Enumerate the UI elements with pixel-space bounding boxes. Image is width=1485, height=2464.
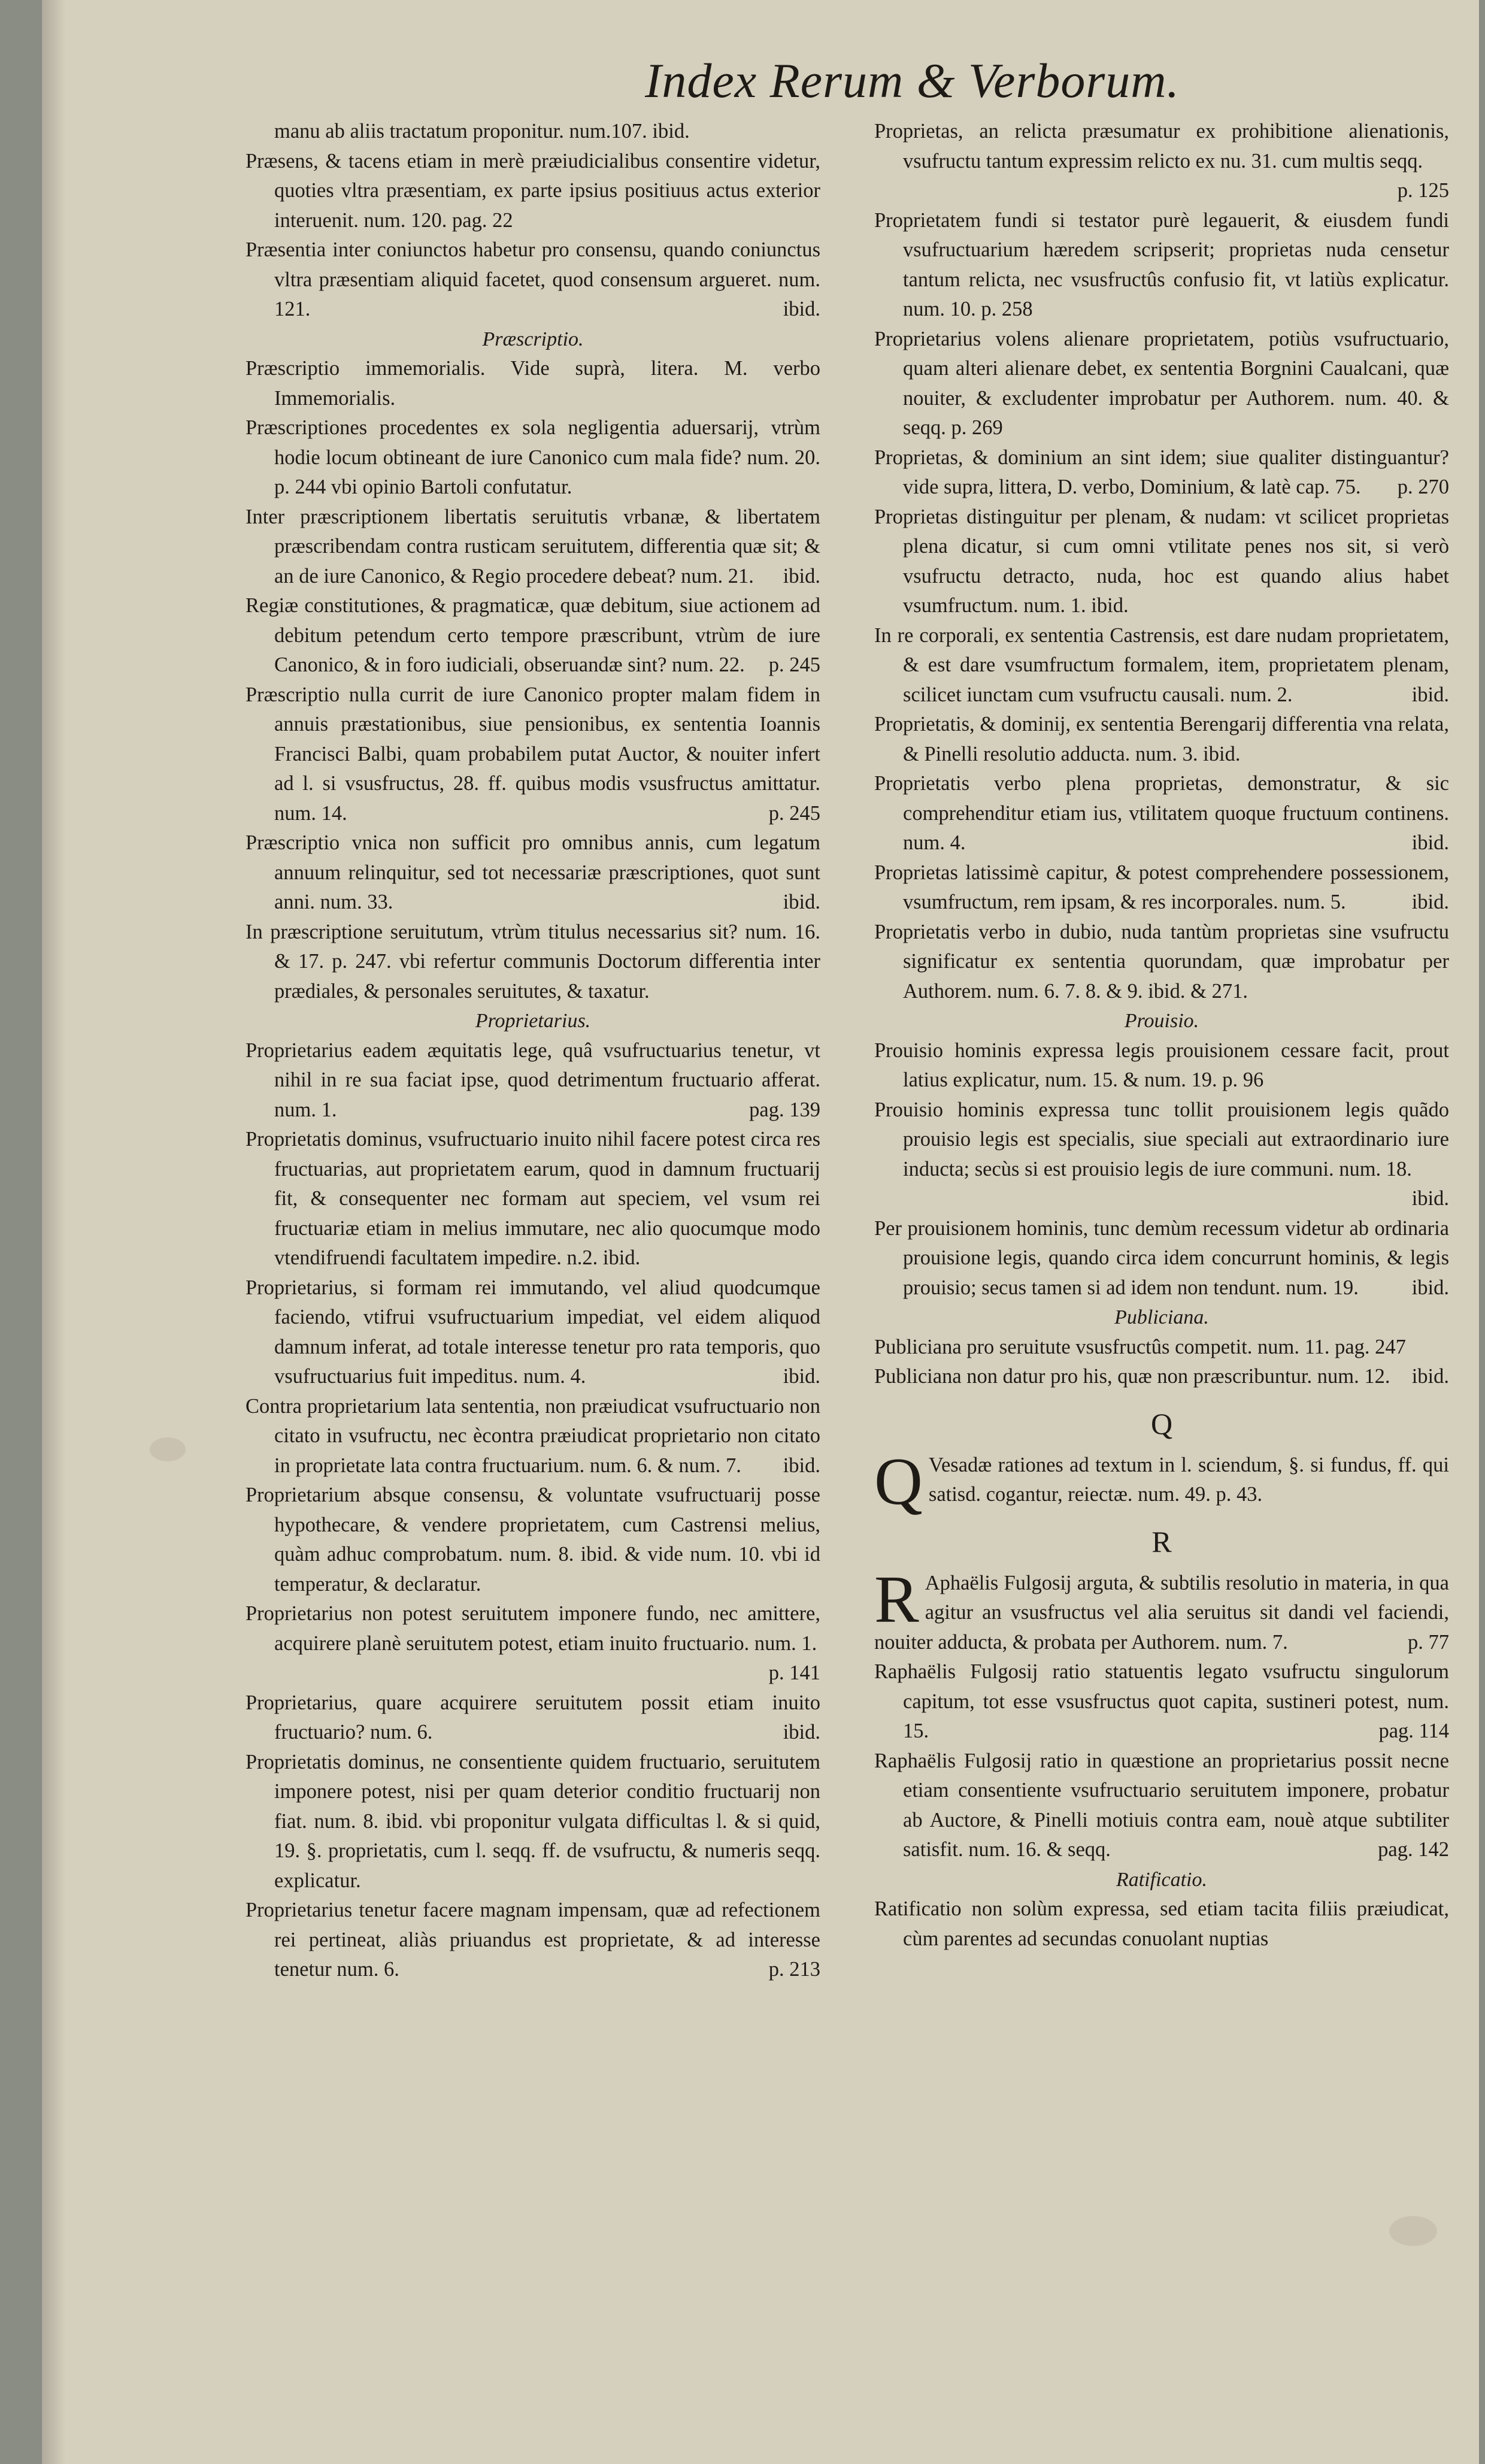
index-entry <box>874 117 1449 206</box>
entry-text: Proprietarius, quare acquirere seruitutem possit etiam inuito fructuario? num. 6. <box>246 1691 820 1743</box>
entry-text: Raphaëlis Fulgosij ratio statuentis legato vsufructu singulorum capitum, tot esse vsusfructus quot capita, sustineri potest, num. 15. <box>874 1660 1449 1742</box>
paper-stain <box>1389 2216 1437 2246</box>
entry-text: Publiciana non datur pro his, quæ non præscribuntur. num. 12. <box>874 1365 1390 1388</box>
page-reference: p. 213 <box>768 1958 820 1981</box>
entry-text: Per prouisionem hominis, tunc demùm recessum videtur ab ordinaria prouisione legis, quando circa idem concurrunt hominis, & legis prouisio; secus tamen si ad idem non tendunt. num. 19. <box>874 1216 1449 1299</box>
page-reference: ibid. <box>1411 891 1449 913</box>
page-reference: ibid. <box>783 298 820 320</box>
entry-text: Proprietatis dominus, ne consentiente quidem fructuario, seruitutem imponere potest, nisi per quam deterior conditio fructuarij non fiat. num. 8. ibid. vbi proponitur vulgata difficultas l. & si quid, 19. §. proprietatis, cum l. seqq. ff. de vsufructu, & numeris seqq. explicatur. <box>246 1750 820 1892</box>
entry-text: Proprietarius tenetur facere magnam impensam, quæ ad refectionem rei pertineat, aliàs priuandus est proprietate, & ad interesse tenetur num. 6. <box>246 1899 820 1981</box>
page-reference: ibid. <box>783 1365 820 1388</box>
index-entry <box>874 918 1449 1007</box>
entry-text: Raphaëlis Fulgosij ratio in quæstione an proprietarius possit necne etiam consentiente vsufructuario seruitutem imponere, probatur ab Auctore, & Pinelli motiuis contra eam, nouè atque subtiliter satisfit. num. 16. & seqq. <box>874 1749 1449 1861</box>
entry-text: Prouisio hominis expressa legis prouisionem cessare facit, prout latius explicatur, num. 15. & num. 19. p. 96 <box>874 1039 1449 1091</box>
index-entry <box>246 503 820 592</box>
index-entry <box>246 235 820 325</box>
entry-text: Præsentia inter coniunctos habetur pro consensu, quando coniunctus vltra præsentiam aliquid facetet, quod consensum argueret. num. 121. <box>246 238 820 320</box>
index-entry <box>246 117 820 147</box>
index-entry <box>874 1214 1449 1303</box>
entry-text: Aphaëlis Fulgosij arguta, & subtilis resolutio in materia, in qua agitur an vsusfructus vel alia seruitus sit dandi vel faciendi, nouiter adducta, & probata per Authorem. num. 7. <box>874 1571 1449 1654</box>
entry-text: In re corporali, ex sententia Castrensis, est dare nudam proprietatem, & est dare vsumfructum formalem, item, proprietatem plenam, scilicet iunctam cum vsufructu causali. num. 2. <box>874 623 1449 706</box>
index-entry <box>246 1273 820 1392</box>
alphabet-letter-heading: R <box>1151 1524 1172 1558</box>
entry-text: Præscriptio immemorialis. Vide suprà, litera. M. verbo Immemorialis. <box>246 357 820 410</box>
page-reference: pag. 142 <box>1378 1838 1449 1861</box>
index-entry <box>874 1444 1449 1519</box>
index-entry <box>874 858 1449 918</box>
index-entry <box>874 1333 1449 1363</box>
entry-text: Proprietas latissimè capitur, & potest comprehendere possessionem, vsumfructum, rem ipsam, & res incorporales. num. 5. <box>874 861 1449 913</box>
entry-text: Præscriptiones procedentes ex sola negligentia aduersarij, vtrùm hodie locum obtineant de iure Canonico cum mala fide? num. 20. p. 244 vbi opinio Bartoli confutatur. <box>246 416 820 498</box>
index-entry <box>874 1657 1449 1746</box>
entry-text: Inter præscriptionem libertatis seruitutis vrbanæ, & libertatem præscribendam contra rusticam seruitutem, differentia quæ sit; & an de iure Canonico, & Regio procedere debeat? num. 21. <box>246 505 820 588</box>
index-entry <box>246 1748 820 1896</box>
entry-text: Proprietarius, si formam rei immutando, vel aliud quodcumque faciendo, vtifrui vsufructuarium impediat, vel eidem aliquod damnum inferat, ad totale interesse tenetur pro rata temporis, quo vsufructuarius fuit impeditus. num. 4. <box>246 1276 820 1388</box>
running-head: Index Rerum & Verborum. <box>645 53 1180 108</box>
index-entry <box>246 828 820 918</box>
page-reference: p. 270 <box>1397 476 1449 498</box>
entry-text: Proprietas distinguitur per plenam, & nudam: vt scilicet proprietas plena dicatur, si cum omni vtilitate penes nos sit, si verò vsufructu detracto, nuda, hoc est quando alius habet vsumfructum. num. 1. ibid. <box>874 505 1449 617</box>
index-entry <box>874 503 1449 621</box>
gutter-shadow <box>42 0 66 2464</box>
entry-text: Proprietatis verbo in dubio, nuda tantùm proprietas sine vsufructu significatur ex sententia quorundam, quæ improbatur per Authorem. num. 6. 7. 8. & 9. ibid. & 271. <box>874 920 1449 1003</box>
index-column-left <box>246 117 820 1985</box>
page-reference: ibid. <box>783 564 820 588</box>
index-entry <box>246 591 820 680</box>
index-entry <box>874 206 1449 325</box>
entry-text: Ratificatio non solùm expressa, sed etiam tacita filiis præiudicat, cùm parentes ad secundas conuolant nuptias <box>874 1897 1449 1950</box>
index-entry <box>246 1481 820 1599</box>
index-entry <box>246 1036 820 1125</box>
drop-capital: Q <box>874 1444 923 1519</box>
page-reference: p. 245 <box>768 801 820 825</box>
page-reference: ibid. <box>1411 1187 1449 1210</box>
index-entry <box>874 1894 1449 1954</box>
drop-capital: R <box>874 1562 919 1637</box>
index-entry <box>874 1095 1449 1214</box>
entry-text: Proprietarium absque consensu, & voluntate vsufructuarij posse hypothecare, & vendere proprietatem, cum Castrensi melius, quàm adhuc comprobatum. num. 8. ibid. & vide num. 10. vbi id temperatur, & declaratur. <box>246 1484 820 1596</box>
index-entry <box>246 1125 820 1273</box>
page-reference: ibid. <box>783 1721 820 1743</box>
index-entry <box>874 1362 1449 1392</box>
entry-text: Proprietatis dominus, vsufructuario inuito nihil facere potest circa res fructuarias, aut proprietatem earum, quod in damnum fructuarij fit, & consequenter nec formam aut speciem, vel vsum rei fructuariæ etiam in melius immutare, nec alio quocumque modo vtendifruendi facultatem impedire. n.2. ibid. <box>246 1128 820 1269</box>
entry-text: Prouisio hominis expressa tunc tollit prouisionem legis quãdo prouisio legis est specialis, siue speciali aut extraordinario iure inducta; secùs si est prouisio legis de iure communi. num. 18. <box>874 1098 1449 1180</box>
book-page <box>42 0 1479 2464</box>
index-entry <box>874 1562 1449 1658</box>
index-column-right <box>874 117 1449 1954</box>
entry-text: Proprietas, an relicta præsumatur ex prohibitione alienationis, vsufructu tantum expressim relicto ex nu. 31. cum multis seqq. <box>874 120 1449 172</box>
index-entry <box>246 1688 820 1748</box>
entry-text: In præscriptione seruitutum, vtrùm titulus necessarius sit? num. 16. & 17. p. 247. vbi refertur communis Doctorum differentia inter prædiales, & personales seruitutes, & taxatur. <box>246 920 820 1003</box>
index-entry <box>246 413 820 503</box>
index-entry <box>874 769 1449 858</box>
page-reference: p. 125 <box>1397 179 1449 202</box>
page-reference: ibid. <box>1411 1276 1449 1299</box>
entry-text: Vesadæ rationes ad textum in l. sciendum, §. si fundus, ff. qui satisd. cogantur, reiectæ. num. 49. p. 43. <box>928 1453 1449 1506</box>
section-heading: Prouisio. <box>1124 1010 1199 1032</box>
index-entry <box>874 621 1449 710</box>
index-entry <box>246 354 820 413</box>
entry-text: Contra proprietarium lata sententia, non præiudicat vsufructuario non citato in vsufructu, nec ècontra præiudicat proprietario non citato in proprietate lata contra fructuarium. num. 6. & num. 7. <box>246 1394 820 1477</box>
page-reference: p. 77 <box>1408 1630 1449 1654</box>
index-entry <box>874 443 1449 503</box>
entry-text: Præscriptio nulla currit de iure Canonico propter malam fidem in annuis præstationibus, siue pensionibus, ex sententia Ioannis Francisci Balbi, quam probabilem putat Auctor, & nouiter infert ad l. si vsusfructus, 28. ff. quibus modis vsusfructus amittatur. num. 14. <box>246 683 820 825</box>
page-reference: pag. 114 <box>1378 1720 1449 1742</box>
page-reference: ibid. <box>1411 831 1449 854</box>
entry-text: Proprietas, & dominium an sint idem; siue qualiter distinguantur? vide supra, littera, D. verbo, Dominium, & latè cap. 75. <box>874 446 1449 498</box>
page-reference: p. 245 <box>768 653 820 676</box>
index-entry <box>246 680 820 829</box>
entry-text: Proprietatem fundi si testator purè legauerit, & eiusdem fundi vsufructuarium hæredem scripserit; proprietas nuda censetur tantum relicta, nec vsusfructûs confusio fit, vt latiùs explicatur. num. 10. p. 258 <box>874 208 1449 320</box>
entry-text: Proprietarius eadem æquitatis lege, quâ vsufructuarius tenetur, vt nihil in re sua faciat ipse, quod detrimentum fructuario afferat. num. 1. <box>246 1039 820 1121</box>
index-entry <box>874 325 1449 443</box>
section-heading: Ratificatio. <box>1116 1868 1208 1891</box>
entry-text: Proprietarius non potest seruitutem imponere fundo, nec amittere, acquirere planè seruitutem potest, etiam inuito fructuario. num. 1. <box>246 1602 820 1655</box>
page-reference: ibid. <box>783 891 820 913</box>
entry-text: Præsens, & tacens etiam in merè præiudicialibus consentire videtur, quoties vltra præsentiam, ex parte ipsius positiuus actus exterior interuenit. num. 120. pag. 22 <box>246 149 820 232</box>
entry-text: Proprietatis, & dominij, ex sententia Berengarij differentia vna relata, & Pinelli resolutio adducta. num. 3. ibid. <box>874 713 1449 765</box>
section-heading: Præscriptio. <box>482 328 584 350</box>
page-reference: ibid. <box>783 1454 820 1477</box>
index-entry <box>246 1392 820 1481</box>
index-entry <box>246 147 820 236</box>
entry-text: Præscriptio vnica non sufficit pro omnibus annis, cum legatum annuum relinquitur, sed tot necessariæ præscriptiones, quot sunt anni. num. 33. <box>246 831 820 913</box>
entry-text: Regiæ constitutiones, & pragmaticæ, quæ debitum, siue actionem ad debitum petendum certo tempore præscribunt, vtrùm de iure Canonico, & in foro iudiciali, obseruandæ sint? num. 22. <box>246 594 820 676</box>
entry-text: Proprietatis verbo plena proprietas, demonstratur, & sic comprehenditur etiam ius, vtilitatem quoque fructuum continens. num. 4. <box>874 772 1449 854</box>
index-entry <box>246 1896 820 1985</box>
entry-text: Publiciana pro seruitute vsusfructûs competit. num. 11. pag. 247 <box>874 1335 1406 1358</box>
entry-text: manu ab aliis tractatum proponitur. num.107. ibid. <box>274 120 690 143</box>
index-entry <box>874 1036 1449 1095</box>
page-reference: pag. 139 <box>749 1098 820 1121</box>
index-entry <box>246 1599 820 1688</box>
page-reference: p. 141 <box>768 1661 820 1684</box>
page-reference: ibid. <box>1411 1365 1449 1388</box>
paper-stain <box>150 1437 186 1461</box>
section-heading: Publiciana. <box>1114 1306 1209 1328</box>
page-reference: ibid. <box>1411 683 1449 706</box>
index-entry <box>246 918 820 1007</box>
index-entry <box>874 1746 1449 1865</box>
section-heading: Proprietarius. <box>475 1010 591 1032</box>
entry-text: Proprietarius volens alienare proprietatem, potiùs vsufructuario, quam alteri alienare debet, ex sententia Borgnini Caualcani, quæ nouiter, & excludenter improbatur per Authorem. num. 40. & seqq. p. 269 <box>874 327 1449 439</box>
index-entry <box>874 710 1449 769</box>
alphabet-letter-heading: Q <box>1150 1406 1173 1440</box>
